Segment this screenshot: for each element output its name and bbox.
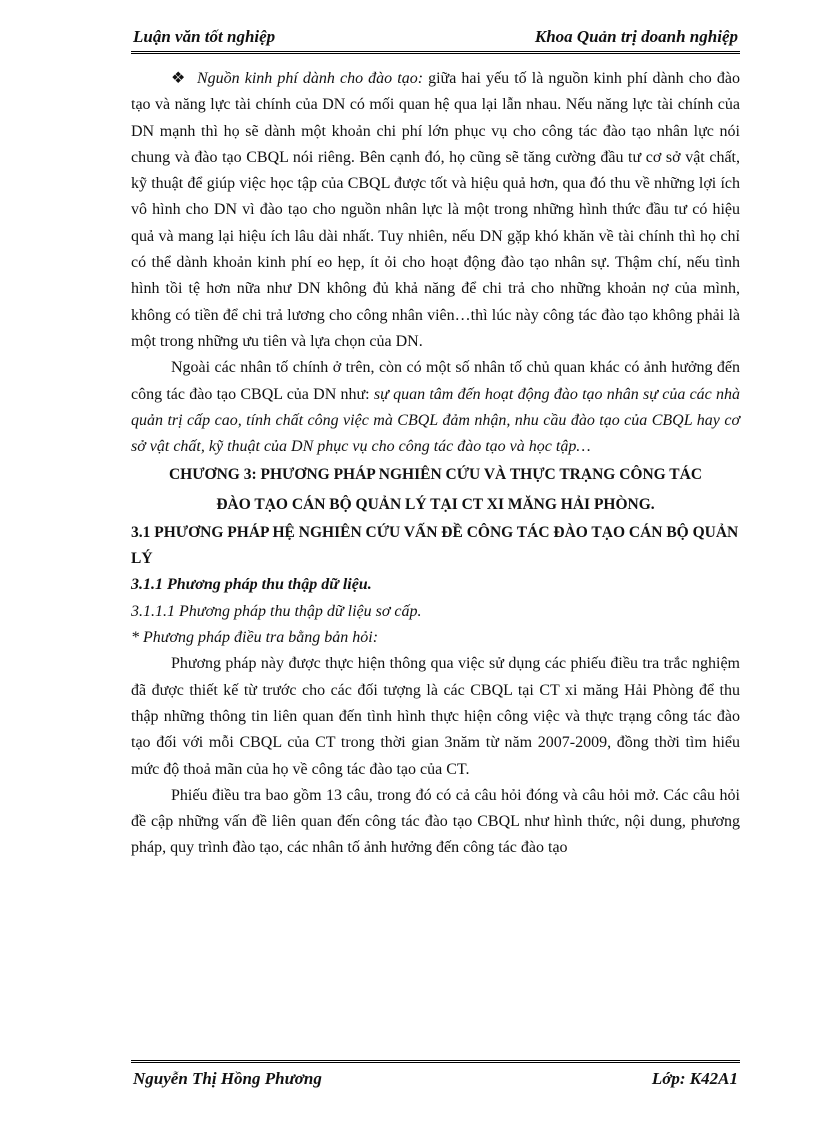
header-faculty: Khoa Quản trị doanh nghiệp: [534, 27, 738, 46]
paragraph-survey-method: Phương pháp này được thực hiện thông qua việc sử dụng các phiếu điều tra trắc nghiệm đã được thiết kế từ trước cho các đối tượng là các CBQL tại CT xi măng Hải Phòng để thu thập những thông tin liên quan đến tình hình thực hiện công việc và thực trạng công tác đào tạo đối với mỗi CBQL của CT trong thời gian 3năm từ năm 2007-2009, đồng thời tìm hiểu mức độ thoả mãn của họ về công tác đào tạo của CT.: [131, 655, 740, 778]
chapter-heading-line1: CHƯƠNG 3: PHƯƠNG PHÁP NGHIÊN CỨU VÀ THỰC TRẠNG CÔNG TÁC: [168, 466, 703, 484]
page-body: [131, 66, 740, 862]
subsection-heading: 3.1.1 Phương pháp thu thập dữ liệu.: [131, 576, 372, 594]
page-footer: [131, 1060, 740, 1088]
paragraph-funding-text: giữa hai yếu tố là nguồn kinh phí dành cho đào tạo và năng lực tài chính của DN có mối quan hệ qua lại lẫn nhau. Nếu năng lực tài chính của DN mạnh thì họ sẽ dành một khoản chi phí lớn phục vụ cho công tác đào tạo nhân lực nói chung và đào tạo CBQL nói riêng. Bên cạnh đó, họ cũng sẽ tăng cường đầu tư cơ sở vật chất, kỹ thuật để giúp việc học tập của CBQL được tốt và hiệu quả hơn, qua đó thu về những lợi ích vô hình cho DN vì đào tạo cho nguồn nhân lực là một trong những hình thức đầu tư có hiệu quả và mang lại hiệu ích lâu dài nhất. Tuy nhiên, nếu DN gặp khó khăn về tài chính thì họ chỉ có thể dành khoản kinh phí eo hẹp, ít ỏi cho hoạt động đào tạo nhân sự. Thậm chí, nếu tình hình tồi tệ hơn nữa như DN không đủ khả năng để chi trả cho những khoản nợ của mình, không có tiền để chi trả lương cho công nhân viên…thì lúc này công tác đào tạo không phải là một trong những ưu tiên và lựa chọn của DN.: [131, 70, 740, 350]
chapter-heading: [131, 460, 740, 520]
footer-author: Nguyễn Thị Hồng Phương: [133, 1069, 322, 1088]
paragraph-funding: [131, 66, 740, 355]
subsubsection-heading: 3.1.1.1 Phương pháp thu thập dữ liệu sơ cấp.: [131, 602, 422, 620]
header-thesis-title: Luận văn tốt nghiệp: [133, 27, 276, 46]
chapter-heading-line2: ĐÀO TẠO CÁN BỘ QUẢN LÝ TẠI CT XI MĂNG HẢI PHÒNG.: [216, 496, 655, 514]
paragraph-other-factors-text: Ngoài các nhân tố chính ở trên, còn có một số nhân tố chủ quan khác có ảnh hưởng đến công tác đào tạo CBQL của DN như:: [131, 359, 740, 403]
paragraph-funding-lead: Nguồn kinh phí dành cho đào tạo:: [197, 70, 424, 87]
paragraph-other-factors: [131, 355, 740, 460]
paragraph-other-factors-italic: sự quan tâm đến hoạt động đào tạo nhân sự của các nhà quản trị cấp cao, tính chất công việc mà CBQL đảm nhận, nhu cầu đào tạo của CBQL hay cơ sở vật chất, kỹ thuật của DN phục vụ cho công tác đào tạo và học tập…: [131, 385, 741, 456]
paragraph-questionnaire: Phiếu điều tra bao gồm 13 câu, trong đó có cả câu hỏi đóng và câu hỏi mở. Các câu hỏi đề cập những vấn đề liên quan đến công tác đào tạo CBQL như hình thức, nội dung, phương pháp, quy trình đào tạo, các nhân tố ảnh hưởng đến công tác đào tạo: [131, 786, 740, 857]
footer-class: Lớp: K42A1: [651, 1069, 738, 1088]
page-header: [131, 24, 740, 54]
method-heading: * Phương pháp điều tra bằng bản hỏi:: [131, 629, 379, 647]
diamond-bullet-icon: ❖: [171, 70, 186, 87]
section-heading: 3.1 PHƯƠNG PHÁP HỆ NGHIÊN CỨU VẤN ĐỀ CÔNG TÁC ĐÀO TẠO CÁN BỘ QUẢN LÝ: [131, 524, 739, 568]
